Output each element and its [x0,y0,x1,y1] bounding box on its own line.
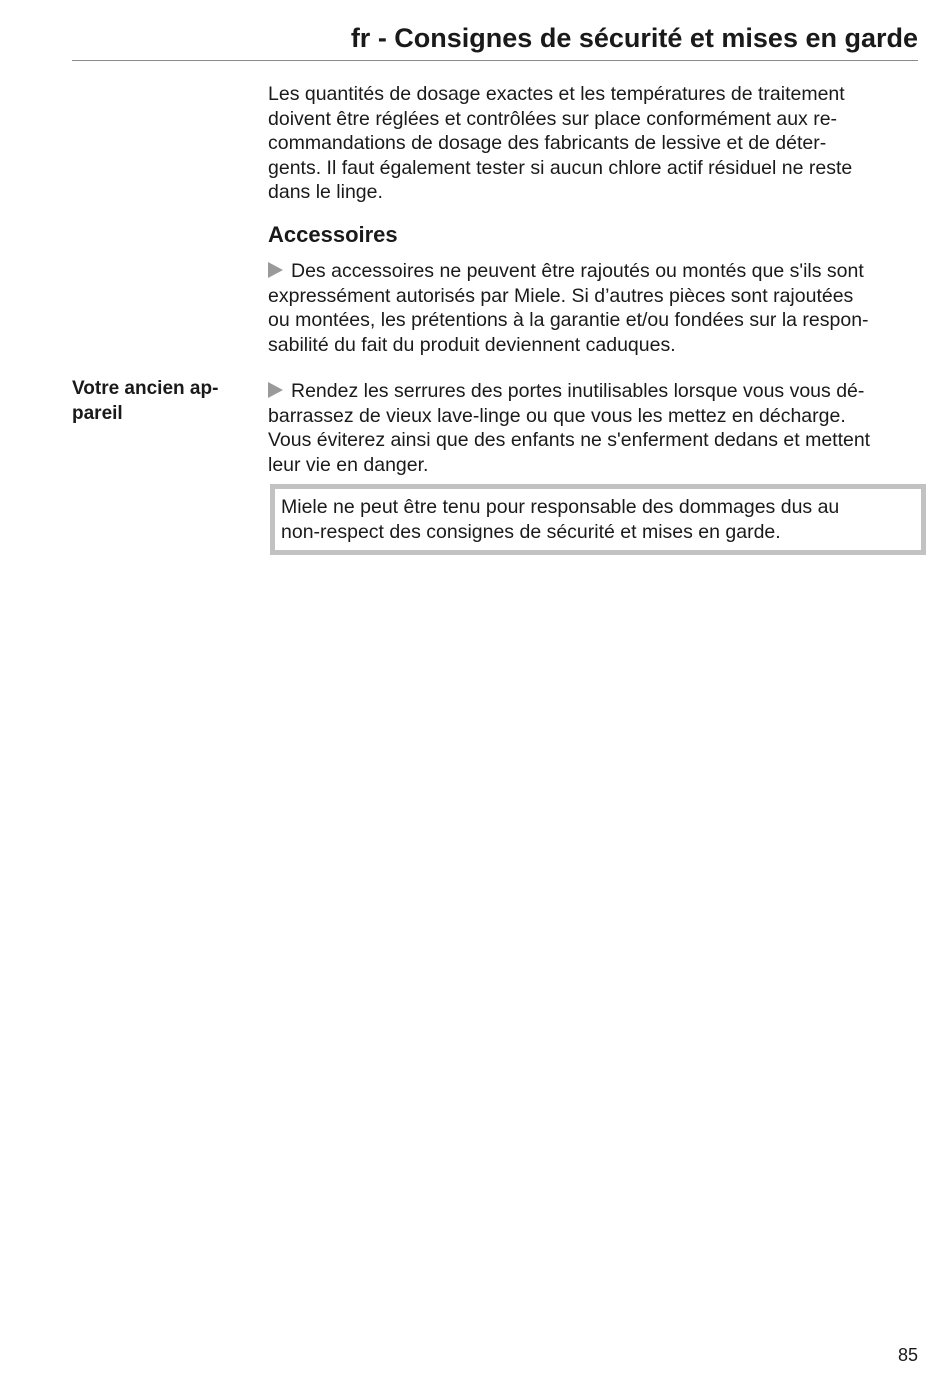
old-appliance-line [268,379,918,404]
accessories-paragraph [268,259,918,357]
notice-line: non-respect des consignes de sécurité et mises en garde. [281,520,781,543]
old-appliance-line: leur vie en danger. [268,453,429,476]
intro-line: dans le linge. [268,181,383,203]
intro-line: Les quantités de dosage exactes et les températures de traitement [268,83,845,105]
accessories-heading: Accessoires [268,222,398,247]
accessories-line: ou montées, les prétentions à la garantie et/ou fondées sur la respon- [268,309,869,331]
old-appliance-label-line: Votre ancien ap- [72,378,219,399]
old-appliance-line: Vous éviterez ainsi que des enfants ne s'enferment dedans et mettent [268,429,871,451]
intro-line: commandations de dosage des fabricants de lessive et de déter- [268,132,827,154]
page-header [72,18,918,61]
accessories-line: sabilité du fait du produit deviennent caduques. [268,333,676,356]
intro-line: gents. Il faut également tester si aucun chlore actif résiduel ne reste [268,156,853,179]
notice-box [270,484,926,555]
triangle-right-icon [268,262,283,278]
accessories-line: expressément autorisés par Miele. Si d’autres pièces sont rajoutées [268,284,854,307]
old-appliance-line: barrassez de vieux lave-linge ou que vous les mettez en décharge. [268,404,846,427]
old-appliance-paragraph [268,379,918,477]
accessories-line [268,259,918,284]
intro-paragraph [268,82,918,205]
page-title: fr - Consignes de sécurité et mises en garde [350,23,918,53]
old-appliance-line-text: Rendez les serrures des portes inutilisables lorsque vous vous dé- [291,380,865,402]
intro-line: doivent être réglées et contrôlées sur place conformément aux re- [268,107,838,130]
notice-line: Miele ne peut être tenu pour responsable des dommages dus au [281,496,840,518]
triangle-right-icon [268,382,283,398]
accessories-line-text: Des accessoires ne peuvent être rajoutés ou montés que s'ils sont [291,260,864,282]
old-appliance-label [72,376,252,426]
old-appliance-label-line: pareil [72,403,123,424]
page-number: 85 [897,1345,918,1365]
